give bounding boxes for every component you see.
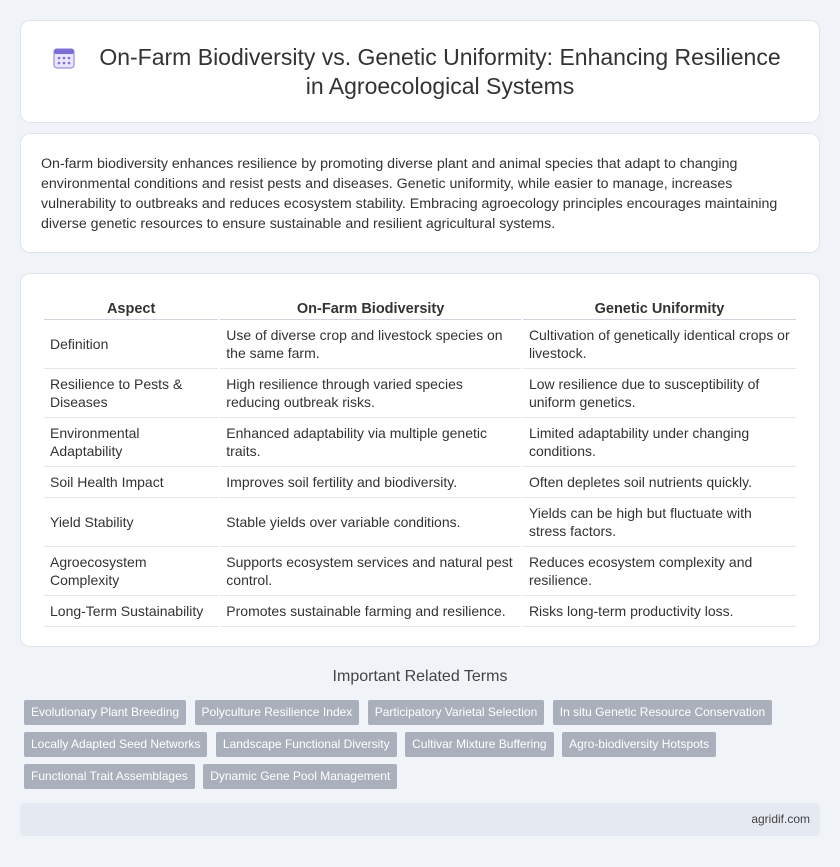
related-term-tag[interactable]: Functional Trait Assemblages [24, 764, 195, 789]
related-term-tag[interactable]: In situ Genetic Resource Conservation [553, 700, 772, 725]
uniformity-cell: Reduces ecosystem complexity and resilience. [523, 547, 796, 596]
aspect-cell: Environmental Adaptability [44, 418, 218, 467]
comparison-table [42, 294, 798, 627]
uniformity-cell: Yields can be high but fluctuate with stress factors. [523, 498, 796, 547]
table-row [44, 418, 796, 467]
biodiversity-cell: Enhanced adaptability via multiple genetic traits. [220, 418, 521, 467]
uniformity-cell: Often depletes soil nutrients quickly. [523, 467, 796, 498]
biodiversity-cell: Promotes sustainable farming and resilience. [220, 596, 521, 627]
related-term-tag[interactable]: Agro-biodiversity Hotspots [562, 732, 716, 757]
related-term-tag[interactable]: Landscape Functional Diversity [216, 732, 397, 757]
aspect-cell: Resilience to Pests & Diseases [44, 369, 218, 418]
page-title: On-Farm Biodiversity vs. Genetic Uniformity: Enhancing Resilience in Agroecological Systems [99, 43, 781, 99]
biodiversity-cell: Stable yields over variable conditions. [220, 498, 521, 547]
aspect-cell: Long-Term Sustainability [44, 596, 218, 627]
uniformity-cell: Risks long-term productivity loss. [523, 596, 796, 627]
footer [20, 803, 820, 836]
related-term-tag[interactable]: Dynamic Gene Pool Management [203, 764, 397, 789]
intro-card [20, 133, 820, 253]
table-row [44, 467, 796, 498]
biodiversity-cell: Supports ecosystem services and natural pest control. [220, 547, 521, 596]
biodiversity-cell: High resilience through varied species reducing outbreak risks. [220, 369, 521, 418]
footer-site-link[interactable]: agridif.com [751, 812, 810, 826]
table-row [44, 369, 796, 418]
related-term-tag[interactable]: Locally Adapted Seed Networks [24, 732, 207, 757]
related-term-tag[interactable]: Participatory Varietal Selection [368, 700, 545, 725]
header-biodiversity: On-Farm Biodiversity [220, 294, 521, 320]
title-card [20, 20, 820, 123]
aspect-cell: Yield Stability [44, 498, 218, 547]
header-uniformity: Genetic Uniformity [523, 294, 796, 320]
table-row [44, 547, 796, 596]
related-terms-heading: Important Related Terms [332, 668, 508, 685]
biodiversity-cell: Improves soil fertility and biodiversity. [220, 467, 521, 498]
intro-paragraph: On-farm biodiversity enhances resilience by promoting diverse plant and animal species that adapt to changing environmental conditions and resist pests and diseases. Genetic uniformity, while easier to manage, increases vulnerability to outbreaks and reduces ecosystem stability. Embracing agroecology principles encourages maintaining diverse genetic resources to ensure sustainable and resilient agricultural systems. [41, 156, 778, 232]
table-row [44, 596, 796, 627]
biodiversity-cell: Use of diverse crop and livestock species on the same farm. [220, 320, 521, 369]
calendar-icon [51, 45, 77, 71]
related-term-tag[interactable]: Polyculture Resilience Index [195, 700, 360, 725]
uniformity-cell: Cultivation of genetically identical crops or livestock. [523, 320, 796, 369]
header-aspect: Aspect [44, 294, 218, 320]
related-term-tag[interactable]: Evolutionary Plant Breeding [24, 700, 186, 725]
aspect-cell: Definition [44, 320, 218, 369]
table-header-row [44, 294, 796, 320]
aspect-cell: Soil Health Impact [44, 467, 218, 498]
table-row [44, 498, 796, 547]
aspect-cell: Agroecosystem Complexity [44, 547, 218, 596]
related-terms-list [24, 700, 804, 796]
uniformity-cell: Low resilience due to susceptibility of uniform genetics. [523, 369, 796, 418]
comparison-table-card [20, 273, 820, 647]
uniformity-cell: Limited adaptability under changing conditions. [523, 418, 796, 467]
related-term-tag[interactable]: Cultivar Mixture Buffering [405, 732, 554, 757]
table-row [44, 320, 796, 369]
